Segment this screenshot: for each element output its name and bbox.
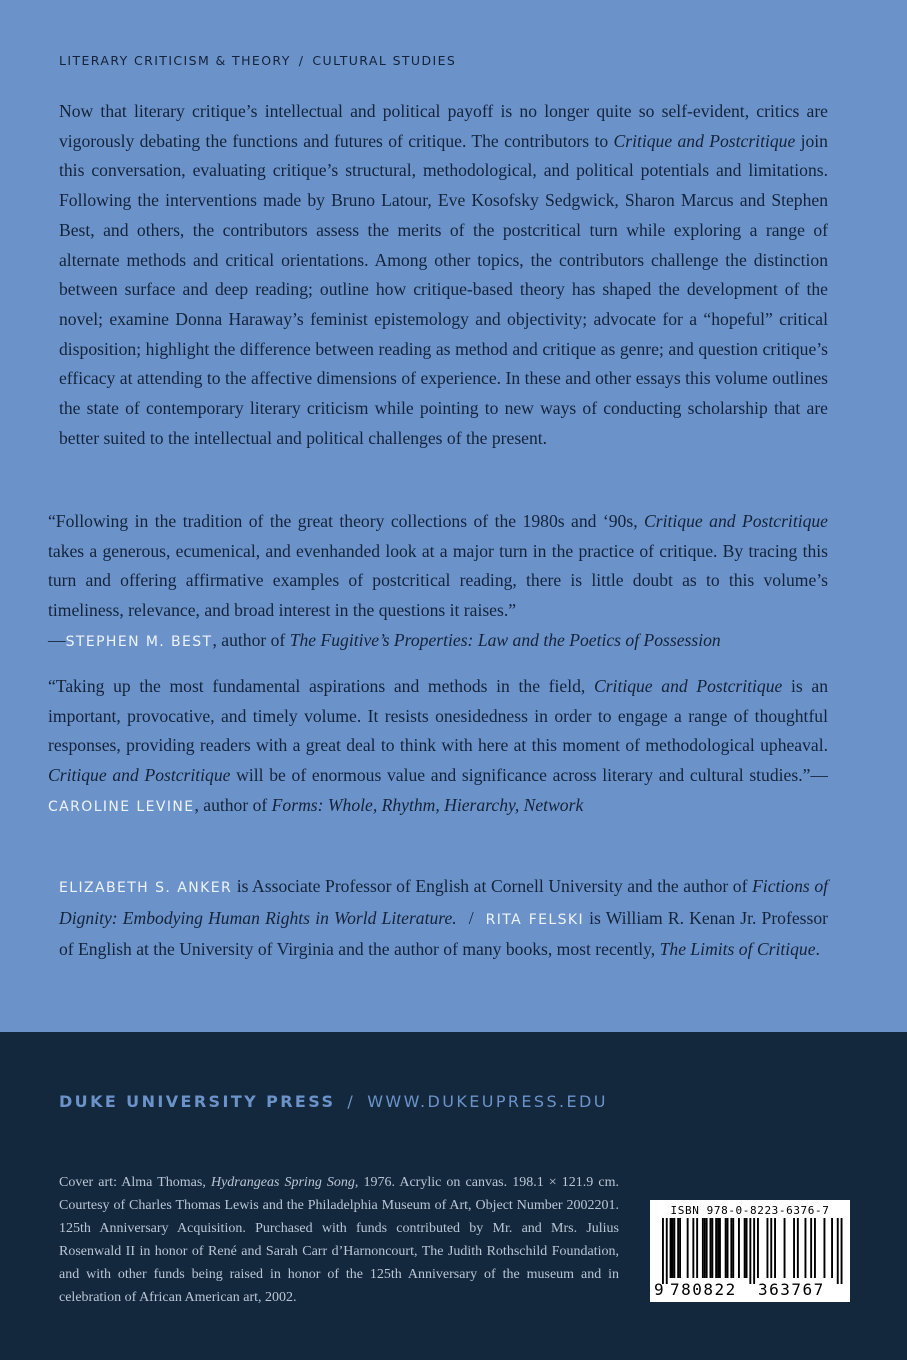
barcode-bar <box>673 1218 675 1278</box>
endorsement-quote-best <box>48 507 828 658</box>
quote1-body: takes a generous, ecumenical, and evenhanded look at a major turn in the practice of critique. By tracing this turn and offering affirmative examples of postcritical reading, there is little doubt as to this volume’s timeliness, relevance, and broad interest in the questions it raises.” <box>48 540 828 621</box>
endorsement-quote-levine <box>48 672 828 823</box>
lower-navy-panel <box>0 1032 907 1360</box>
barcode-bar <box>797 1218 799 1278</box>
quote1-author: STEPHEN M. BEST <box>65 633 213 650</box>
blurb-book-title: Critique and Postcritique <box>613 130 796 151</box>
quote2-author-of: , author of <box>194 794 272 815</box>
editor-2-bio: is William R. Kenan Jr. Professor of English at the University of Virginia and the author of many books, most recently, <box>59 907 828 960</box>
editor-2-end: . <box>815 939 820 960</box>
isbn-label: ISBN 978-0-8223-6376-7 <box>670 1204 830 1217</box>
quote1-book: The Fugitive’s Properties: Law and the Poetics of Possession <box>289 629 721 650</box>
barcode-bar <box>717 1218 719 1278</box>
blurb-part-2: join this conversation, evaluating critique’s structural, methodological, and political potentials and limitations. Following the interventions made by Bruno Latour, Eve Kosofsky Sedgwick, Sharon Marcus and Stephen Best, and others, the contributors assess the merits of the postcritical turn while exploring a range of alternate methods and critical orientations. Among other topics, the contributors challenge the distinction between surface and deep reading; outline how critique-based theory has shaped the development of the novel; examine Donna Haraway’s feminist epistemology and objectivity; advocate for a “hopeful” critical disposition; highlight the difference between reading as method and critique as genre; and question critique’s efficacy at attending to the affective dimensions of experience. In these and other essays this volume outlines the state of contemporary literary criticism while pointing to new ways of conducting scholarship that are better suited to the intellectual and political challenges of the present. <box>59 130 828 448</box>
barcode-digits-right: 363767 <box>758 1280 825 1299</box>
barcode-bar <box>805 1218 807 1278</box>
barcode-bar <box>784 1218 786 1278</box>
blurb-part-1: Now that literary critique’s intellectual and political payoff is no longer quite so self-evident, critics are vigorously debating the functions and futures of critique. The contributors to <box>59 101 828 151</box>
publisher-name: DUKE UNIVERSITY PRESS <box>59 1092 336 1111</box>
subject-secondary: CULTURAL STUDIES <box>312 53 457 68</box>
barcode-bar <box>793 1218 795 1278</box>
bio-separator: / <box>468 907 474 928</box>
quote2-mid: is an important, provocative, and timely volume. It resists onesidedness in order to engage a range of thoughtful responses, providing readers with a great deal to think with here at this moment of methodological upheaval. <box>48 676 828 756</box>
quote1-dash: — <box>48 629 66 650</box>
quote1-author-of: , author of <box>212 629 290 650</box>
editor-1-name: ELIZABETH S. ANKER <box>59 880 233 896</box>
barcode-bar <box>710 1218 712 1278</box>
credits-artwork: Hydrangeas Spring Song <box>210 1175 355 1190</box>
editor-2-book: The Limits of Critique <box>659 939 816 960</box>
book-description <box>59 97 828 453</box>
barcode-bar <box>732 1218 734 1278</box>
quote2-author: CAROLINE LEVINE <box>48 798 195 815</box>
publisher-separator: / <box>347 1092 356 1111</box>
quote2-dash: — <box>810 765 828 786</box>
barcode-bar <box>677 1218 679 1278</box>
barcode-bar <box>831 1218 833 1278</box>
editor-bios <box>59 872 828 965</box>
barcode-digit-first: 9 <box>654 1280 664 1299</box>
editor-2-name: RITA FELSKI <box>485 911 584 928</box>
publisher-url[interactable]: WWW.DUKEUPRESS.EDU <box>367 1092 608 1111</box>
barcode-digits-left: 780822 <box>670 1280 737 1299</box>
barcode-bar <box>746 1218 748 1278</box>
barcode-bar <box>753 1218 755 1284</box>
barcode-bar <box>767 1218 769 1278</box>
publisher-line <box>59 1092 608 1111</box>
barcode-bar <box>727 1218 729 1278</box>
barcode-bar <box>715 1218 717 1278</box>
isbn-barcode <box>650 1200 850 1302</box>
barcode-bar <box>687 1218 689 1278</box>
barcode-bar <box>774 1218 776 1278</box>
quote1-title: Critique and Postcritique <box>644 511 828 531</box>
barcode-bar <box>670 1218 672 1278</box>
barcode-bar <box>672 1218 674 1278</box>
barcode-bar <box>692 1218 694 1278</box>
barcode-bar <box>725 1218 727 1278</box>
quote2-book: Forms: Whole, Rhythm, Hierarchy, Network <box>271 794 584 815</box>
barcode-bar <box>841 1218 843 1284</box>
cover-art-credits <box>59 1171 619 1310</box>
barcode-bar <box>704 1218 706 1278</box>
subject-primary: LITERARY CRITICISM & THEORY <box>59 53 291 68</box>
quote1-open: “Following in the tradition of the great theory collections of the 1980s and ‘90s, <box>48 511 645 531</box>
subject-category <box>59 53 456 68</box>
subject-separator: / <box>298 53 305 68</box>
credits-text: , 1976. Acrylic on canvas. 198.1 × 121.9 cm. Courtesy of Charles Thomas Lewis and the Philadelphia Museum of Art, Object Number 2002201. 125th Anniversary Acquisition. Purchased with funds contributed by Mr. and Mrs. Julius Rosenwald II in honor of René and Sarah Carr d’Harnoncourt, The Judith Rothschild Foundation, and with other funds being raised in honor of the 125th Anniversary of the museum and in celebration of African American art, 2002. <box>59 1175 619 1306</box>
barcode-bar <box>696 1218 698 1278</box>
quote2-open: “Taking up the most fundamental aspirations and methods in the field, <box>48 676 594 696</box>
barcode-bar <box>744 1218 746 1278</box>
barcode-bar <box>666 1218 668 1284</box>
barcode-bar <box>770 1218 772 1278</box>
editor-1-bio: is Associate Professor of English at Cornell University and the author of <box>232 876 753 896</box>
barcode-bar <box>824 1218 826 1278</box>
credits-label: Cover art: Alma Thomas, <box>59 1175 211 1190</box>
barcode-bar <box>749 1218 751 1284</box>
barcode-bar <box>679 1218 681 1278</box>
editor-1-book: Fictions of Dignity: Embodying Human Rights in World Literature. <box>59 876 828 928</box>
barcode-bar <box>810 1218 812 1278</box>
barcode-bar <box>662 1218 664 1284</box>
barcode-bar <box>730 1218 732 1278</box>
barcode-bar <box>702 1218 704 1278</box>
quote2-title-1: Critique and Postcritique <box>593 676 783 696</box>
barcode-bar <box>738 1218 740 1278</box>
barcode-bar <box>706 1218 708 1278</box>
barcode-bar <box>837 1218 839 1284</box>
quote2-body: will be of enormous value and significance across literary and cultural studies.” <box>230 765 811 786</box>
quote2-title-2: Critique and Postcritique <box>48 765 231 786</box>
barcode-bar <box>719 1218 721 1278</box>
barcode-bar <box>757 1218 759 1278</box>
barcode-bars <box>650 1218 850 1284</box>
barcode-bar <box>814 1218 816 1278</box>
barcode-bar <box>711 1218 713 1278</box>
